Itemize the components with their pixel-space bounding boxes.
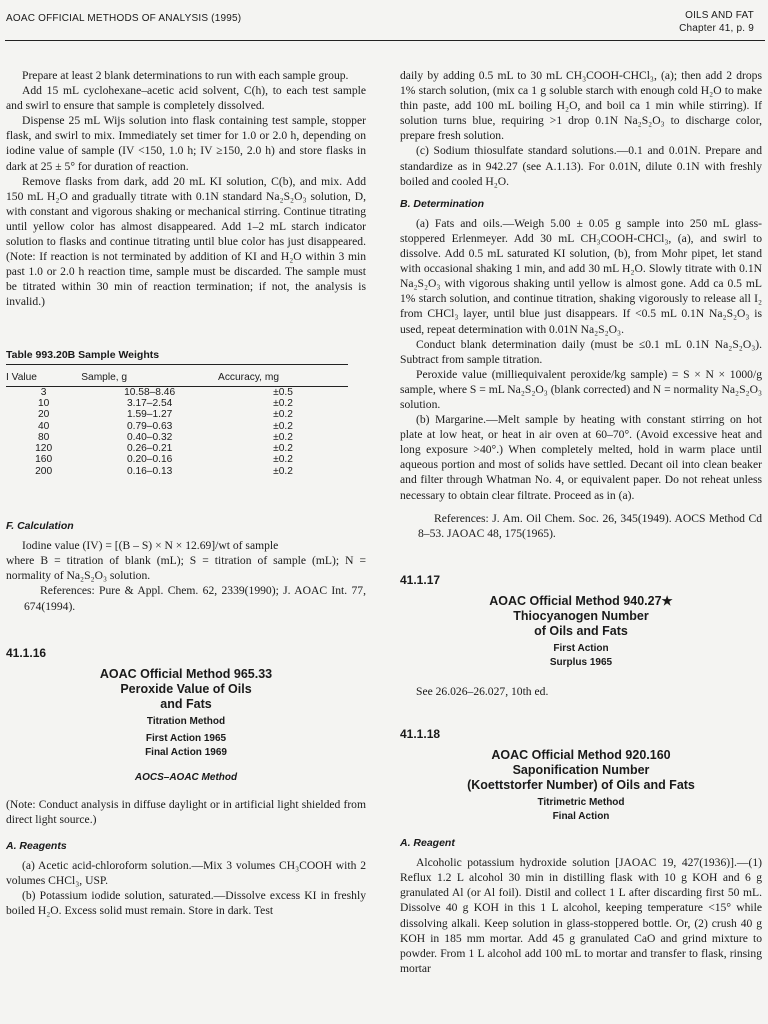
right-column xyxy=(400,68,762,976)
paragraph: (a) Fats and oils.—Weigh 5.00 ± 0.05 g sample into 250 mL glass-stoppered Erlenmeyer. Add 30 mL CH₃COOH-CHCl₃, (a), and swirl to dissolve. Add 0.5 mL saturated KI solution, (b), from Mohr pipet, let stand with occasional shaking 1 min, and add 30 mL H₂O. Slowly titrate with 0.1N Na₂S₂O₃ with vigorous shaking until yellow is almost gone. Add ca 0.5 mL 1% starch solution, and continue titration, shaking vigorously to release all I₂ from CHCl₃ layer, until blue just disappears. If <0.5 mL 0.1N Na₂S₂O₃ is used, repeat determination with 0.01N Na₂S₂O₃. xyxy=(400,216,762,336)
table-cell: ±0.2 xyxy=(273,397,293,409)
method-title: AOAC Official Method 940.27★ xyxy=(489,593,673,608)
paragraph: (b) Potassium iodide solution, saturated.—Dissolve excess KI in freshly boiled H₂O. Excess solid must remain. Store in dark. Test xyxy=(6,889,366,918)
sample-weights-table xyxy=(6,369,348,477)
paragraph: Conduct blank determination daily (must be ≤0.1 mL 0.1N Na₂S₂O₃). Subtract from sample titration. xyxy=(400,337,762,366)
method-subtitle: Surplus 1965 xyxy=(549,656,613,668)
method-subtitle: Final Action xyxy=(552,811,610,823)
references: References: Pure & Appl. Chem. 62, 2339(1990); J. AOAC Int. 77, 674(1994). xyxy=(24,584,366,613)
running-header-right-bottom: Chapter 41, p. 9 xyxy=(679,23,754,34)
table-cell: 0.20–0.16 xyxy=(126,454,173,466)
section-heading: A. Reagents xyxy=(6,840,67,852)
method-subtitle: First Action 1965 xyxy=(145,732,227,744)
method-subtitle: Titration Method xyxy=(146,715,226,727)
table-cell: 0.26–0.21 xyxy=(126,443,173,455)
table-cell: 10 xyxy=(37,397,50,409)
method-title: Peroxide Value of Oils xyxy=(120,681,252,696)
paragraph: (c) Sodium thiosulfate standard solutions.—0.1 and 0.01N. Prepare and standardize as in 942.27 (see A.1.13). For 0.01N, dilute 0.1N with freshly boiled and cooled H₂O. xyxy=(400,144,762,188)
header-rule xyxy=(5,40,765,41)
table-caption: Table 993.20B Sample Weights xyxy=(6,348,348,365)
table-cell: 3.17–2.54 xyxy=(126,397,173,409)
method-subtitle: Final Action 1969 xyxy=(145,746,227,758)
paragraph: See 26.026–26.027, 10th ed. xyxy=(416,684,549,698)
note: (Note: Conduct analysis in diffuse daylight or in artificial light shielded from direct light source.) xyxy=(6,797,366,826)
table-cell: ±0.2 xyxy=(273,431,293,443)
table-cell: 40 xyxy=(37,420,50,432)
table-cell: 0.40–0.32 xyxy=(126,431,173,443)
table-row xyxy=(6,432,348,443)
paragraph: Alcoholic potassium hydroxide solution [JAOAC 19, 427(1936)].—(1) Reflux 1.2 L alcohol 30 min in distilling flask with 10 g KOH and 6 g granulated Al (or Al foil). Distil and collect 1 L after discarding first 50 mL. Dissolve 40 g KOH in this 1 L alcohol, keeping temperature <15° while dissolving alkali. Keep solution in glass-stoppered bottle. Or, (2) crush 40 g KOH in 185 mm mortar. Add 45 g granulated CaO and grind mixture to powder. From 1 L alcohol add 100 mL to mortar and transfer to flask, rinsing mortar xyxy=(400,856,762,975)
paragraph: where B = titration of blank (mL); S = titration of sample (mL); N = normality of Na₂S₂O₃ solution. xyxy=(6,554,366,583)
paragraph: daily by adding 0.5 mL to 30 mL CH₃COOH-CHCl₃, (a); then add 2 drops 1% starch solution, (mix ca 1 g soluble starch with enough cold H₂O to make thin paste, add 100 mL boiling H₂O, and boil ca 1 min while stirring). If solution turns blue, requiring >1 drop 0.1N Na₂S₂O₃ to discharge color, prepare fresh solution. xyxy=(400,69,762,143)
table-cell: 0.16–0.13 xyxy=(126,465,173,477)
paragraph: Add 15 mL cyclohexane–acetic acid solvent, C(h), to each test sample and swirl to ensure that sample is completely dissolved. xyxy=(6,84,366,113)
table-cell: 200 xyxy=(35,465,53,477)
section-heading: F. Calculation xyxy=(6,520,74,533)
table-cell: ±0.2 xyxy=(273,409,293,421)
left-column xyxy=(6,68,366,918)
table-header: I Value xyxy=(6,369,81,387)
table-header: Accuracy, mg xyxy=(218,369,348,387)
table-row xyxy=(6,409,348,420)
section-number: 41.1.17 xyxy=(400,572,441,587)
method-aocs: AOCS–AOAC Method xyxy=(134,771,238,783)
table-cell: 20 xyxy=(37,409,50,421)
method-subtitle: First Action xyxy=(553,642,609,654)
table-cell: 0.79–0.63 xyxy=(126,420,173,432)
method-title: Thiocyanogen Number xyxy=(513,608,649,623)
table-cell: ±0.2 xyxy=(273,443,293,455)
table-cell: 160 xyxy=(35,454,53,466)
paragraph: Peroxide value (milliequivalent peroxide/kg sample) = S × N × 1000/g sample, where S = mL Na₂S₂O₃ (blank corrected) and N = normality Na₂S₂O₃ solution. xyxy=(400,367,762,411)
method-title: and Fats xyxy=(160,696,212,711)
paragraph: Dispense 25 mL Wijs solution into flask containing test sample, stopper flask, and swirl to mix. Immediately set timer for 1.0 or 2.0 h, depending on iodine value of sample (IV <150, 1.0 h; IV ≥150, 2.0 h) and store flasks in dark at 25 ± 5° for duration of reaction. xyxy=(6,114,366,173)
table-row xyxy=(6,421,348,432)
method-title: (Koettstorfer Number) of Oils and Fats xyxy=(467,778,695,793)
table-cell: 120 xyxy=(35,443,53,455)
section-heading: A. Reagent xyxy=(400,837,455,850)
table-header: Sample, g xyxy=(81,369,218,387)
table-cell: 1.59–1.27 xyxy=(126,409,173,421)
running-header-left: AOAC OFFICIAL METHODS OF ANALYSIS (1995) xyxy=(6,13,242,24)
section-heading: B. Determination xyxy=(400,197,485,210)
method-title: AOAC Official Method 920.160 xyxy=(491,748,671,763)
table-row xyxy=(6,398,348,409)
running-header-right-top: OILS AND FAT xyxy=(685,10,754,21)
references: References: J. Am. Oil Chem. Soc. 26, 345(1949). AOCS Method Cd 8–53. JAOAC 48, 175(1965). xyxy=(418,511,762,540)
method-title: of Oils and Fats xyxy=(534,623,628,638)
table-cell: 10.58–8.46 xyxy=(124,386,176,398)
paragraph: (b) Margarine.—Melt sample by heating with constant stirring on hot plate at low heat, or heat in air oven at 60–70°. (Avoid excessive heat and long exposure >40°.) When completely melted, hold in warm place until aqueous portion and most of solids have settled. Decant oil into clean beaker and filter through Whatman No. 4, or equivalent paper. Do not reheat unless necessary to obtain clear filtrate. Proceed as in (a). xyxy=(400,413,762,502)
formula: Iodine value (IV) = [(B – S) × N × 12.69]/wt of sample xyxy=(22,539,279,553)
table-cell: ±0.2 xyxy=(273,454,293,466)
section-number: 41.1.18 xyxy=(400,727,441,741)
table-row xyxy=(6,443,348,454)
table-header-row xyxy=(6,369,348,387)
table-cell: ±0.5 xyxy=(273,386,293,398)
section-number: 41.1.16 xyxy=(6,645,47,660)
paragraph: Prepare at least 2 blank determinations to run with each sample group. xyxy=(22,69,349,82)
paragraph: (a) Acetic acid-chloroform solution.—Mix 3 volumes CH₃COOH with 2 volumes CHCl₃, USP. xyxy=(6,859,366,888)
table-cell: 80 xyxy=(37,431,50,443)
table-cell: ±0.2 xyxy=(273,465,293,477)
method-title: Saponification Number xyxy=(512,763,650,778)
table-cell: 3 xyxy=(40,386,47,398)
method-title: AOAC Official Method 965.33 xyxy=(99,666,273,681)
table-cell: ±0.2 xyxy=(273,420,293,432)
paragraph: Remove flasks from dark, add 20 mL KI solution, C(b), and mix. Add 150 mL H₂O and gradually titrate with 0.1N standard Na₂S₂O₃ solution, D, with constant and vigorous shaking or mechanical stirring. Continue titrating until yellow color has almost disappeared. Add 1–2 mL starch indicator solution to flasks and continue titrating until blue color has just disappeared. (Note: If reaction is not terminated by addition of KI and H₂O within 3 min past 1.0 or 2.0 h reaction time, sample must be discarded. The sample must be titrated within 30 min of reaction termination; if not, the analysis is invalid.) xyxy=(6,174,366,309)
table-row xyxy=(6,454,348,465)
method-subtitle: Titrimetric Method xyxy=(537,797,625,809)
table-row xyxy=(6,386,348,398)
table-row xyxy=(6,466,348,477)
